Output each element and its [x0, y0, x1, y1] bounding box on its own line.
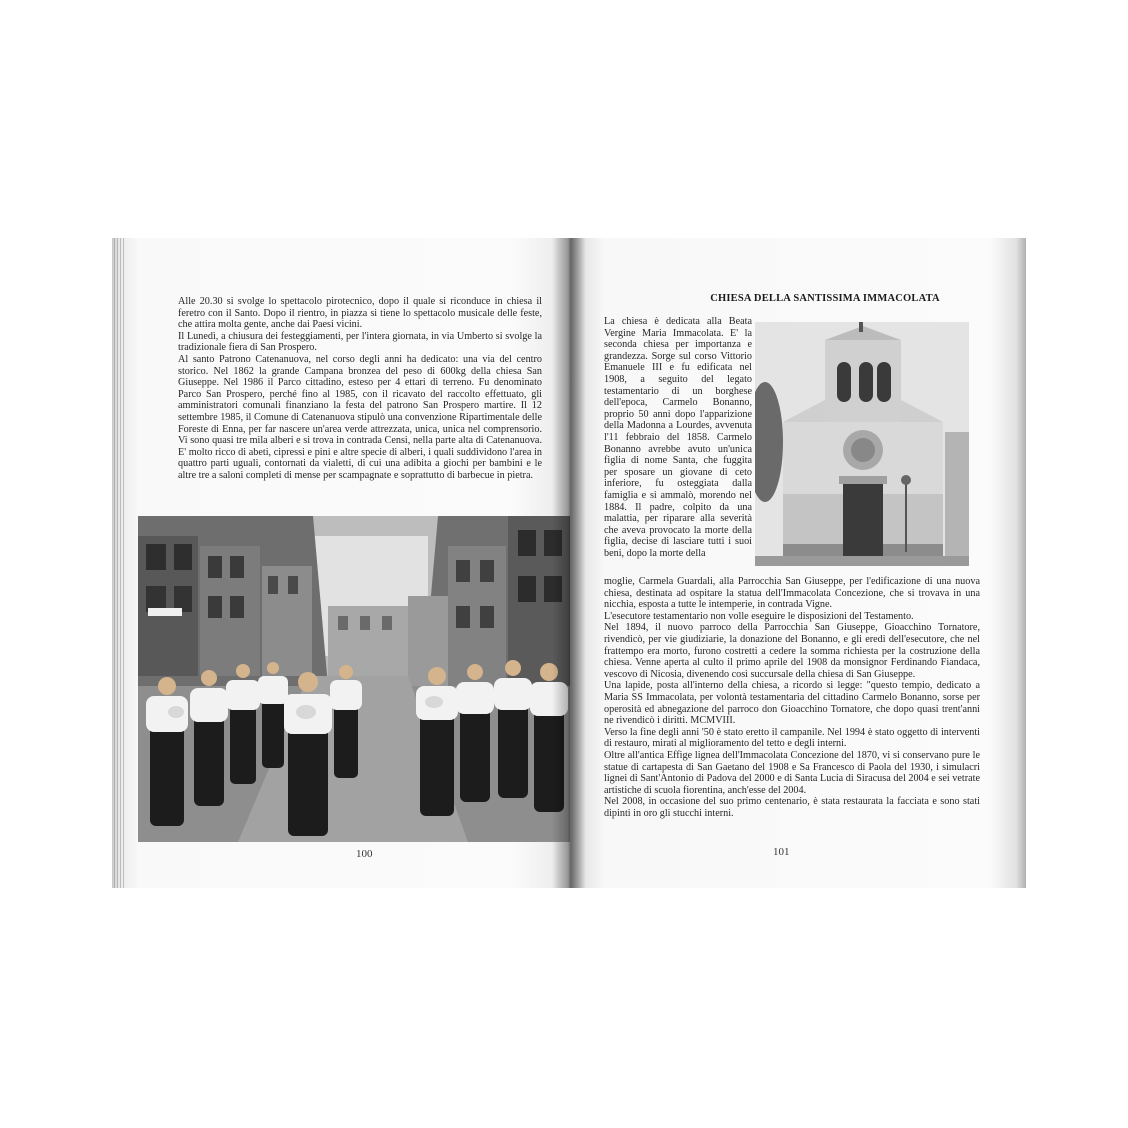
- page-number: 101: [773, 846, 790, 858]
- left-page-text: [178, 296, 542, 482]
- paragraph: Nel 2008, in occasione del suo primo centenario, è stata restaurata la facciata e sono stati dipinti in oro gli stucchi interni.: [604, 796, 980, 819]
- church-photo: [755, 322, 969, 566]
- band-parade-photo: [138, 516, 570, 842]
- right-page-side-text: [604, 316, 752, 559]
- paragraph: Verso la fine degli anni '50 è stato eretto il campanile. Nel 1994 è stato oggetto di interventi di restauro, mirati al miglioramento del tetto e degli interni.: [604, 726, 980, 750]
- paragraph: Oltre all'antica Effige lignea dell'Immacolata Concezione del 1870, vi si conservano pure le statue di cartapesta di San Gaetano del 1908 e Sa Francesco di Paola del 1930, i simulacri lignei di Sant'Antonio di Padova del 2000 e di Santa Lucia di Siracusa del 2004 e sei vetrate artistiche di scuola fiorentina, anch'esse del 2004.: [604, 749, 980, 796]
- left-page: [112, 238, 570, 888]
- paragraph: Il Lunedì, a chiusura dei festeggiamenti, per l'intera giornata, in via Umberto si svolge la tradizionale fiera di San Prospero.: [178, 330, 542, 354]
- paragraph: La chiesa è dedicata alla Beata Vergine Maria Immacolata. E' la seconda chiesa per importanza e grandezza. Sorge sul corso Vittorio Emanuele III e fu edificata nel 1908, a seguito del legato testamentario di un borghese dell'epoca, Carmelo Bonanno, proprio 50 anni dopo l'apparizione della Madonna a Lourdes, avvenuta l'11 febbraio del 1858. Carmelo Bonanno avrebbe avuto un'unica figlia di nome Santa, che fuggita per sposare un giovane di ceto inferiore, fu osteggiata dalla famiglia e si ammalò, morendo nel 1884. Il padre, colpito da una malattia, per riparare alla severità che aveva provocato la morte della figlia, decise di lasciare tutti i suoi beni, dopo la morte della: [604, 316, 752, 559]
- book-spread: [112, 238, 1026, 888]
- right-page: [570, 238, 1026, 888]
- paragraph: L'esecutore testamentario non volle eseguire le disposizioni del Testamento.: [604, 610, 914, 622]
- paragraph: Al santo Patrono Catenanuova, nel corso degli anni ha dedicato: una via del centro storico. Nel 1862 la grande Campana bronzea del peso di 600kg della chiesa San Giuseppe. Nel 1986 il Parco cittadino, esteso per 4 ettari di terreno. Fu denominato Parco San Prospero, perché fino al 1985, con il ricavato del raccolto effettuato, gli amministratori comunali finanziano la festa del patrono San Prospero martire. Il 12 settembre 1985, il Comune di Catenanuova stipulò una convenzione Ripartimentale delle Foreste di Enna, per far nascere un'area verde attrezzata, unica, unica nel comprensorio. Vi sono quasi tre mila alberi e si trova in contrada Censi, nella parte alta di Catenanuova. E' molto ricco di abeti, cipressi e pini e altre specie di alberi, i quali suddividono l'area in quattro parti uguali, contornati da vialetti, di cui una adibita a giochi per bambini e le altre tre a saloni completi di mense per scampagnate e soprattutto di barbecue in pietra.: [178, 353, 542, 481]
- paragraph: Una lapide, posta all'interno della chiesa, a ricordo si legge: "questo tempio, dedicato a Maria SS Immacolata, per volontà testamentaria del cittadino Carmelo Bonanno, sorse per operosità ed abnegazione del parroco don Gioacchino Tornatore, che dopo quasi trent'anni ne rivendicò i diritti. MCMVIII.: [604, 680, 980, 727]
- paragraph: moglie, Carmela Guardali, alla Parrocchia San Giuseppe, per l'edificazione di una nuova chiesa, destinata ad ospitare la statua dell'Immacolata Concezione, che si trovava in una nicchia, esposta a tutte le intemperie, in contrada Vigne.: [604, 576, 980, 611]
- paragraph: Alle 20.30 si svolge lo spettacolo pirotecnico, dopo il quale si riconduce in chiesa il feretro con il Santo. Dopo il rientro, in piazza si tiene lo spettacolo musicale delle feste, che attira molta gente, anche dai Paesi vicini.: [178, 296, 542, 331]
- paragraph: Nel 1894, il nuovo parroco della Parrocchia San Giuseppe, Gioacchino Tornatore, rivendicò, per vie giudiziarie, la donazione del Bonanno, e gli eredi dell'esecutore, che nel frattempo era morto, furono costretti a cedere la somma richiesta per la costruzione della chiesa. Venne aperta al culto il primo aprile del 1908 da monsignor Ferdinando Fiandaca, vescovo di Nicosia, divenendo così succursale della chiesa di San Giuseppe.: [604, 622, 980, 680]
- book-gutter: [552, 238, 586, 888]
- page-edge-lines: [114, 238, 124, 888]
- chapter-title: CHIESA DELLA SANTISSIMA IMMACOLATA: [710, 293, 940, 304]
- page-number: 100: [356, 848, 373, 860]
- right-page-text: [604, 576, 980, 819]
